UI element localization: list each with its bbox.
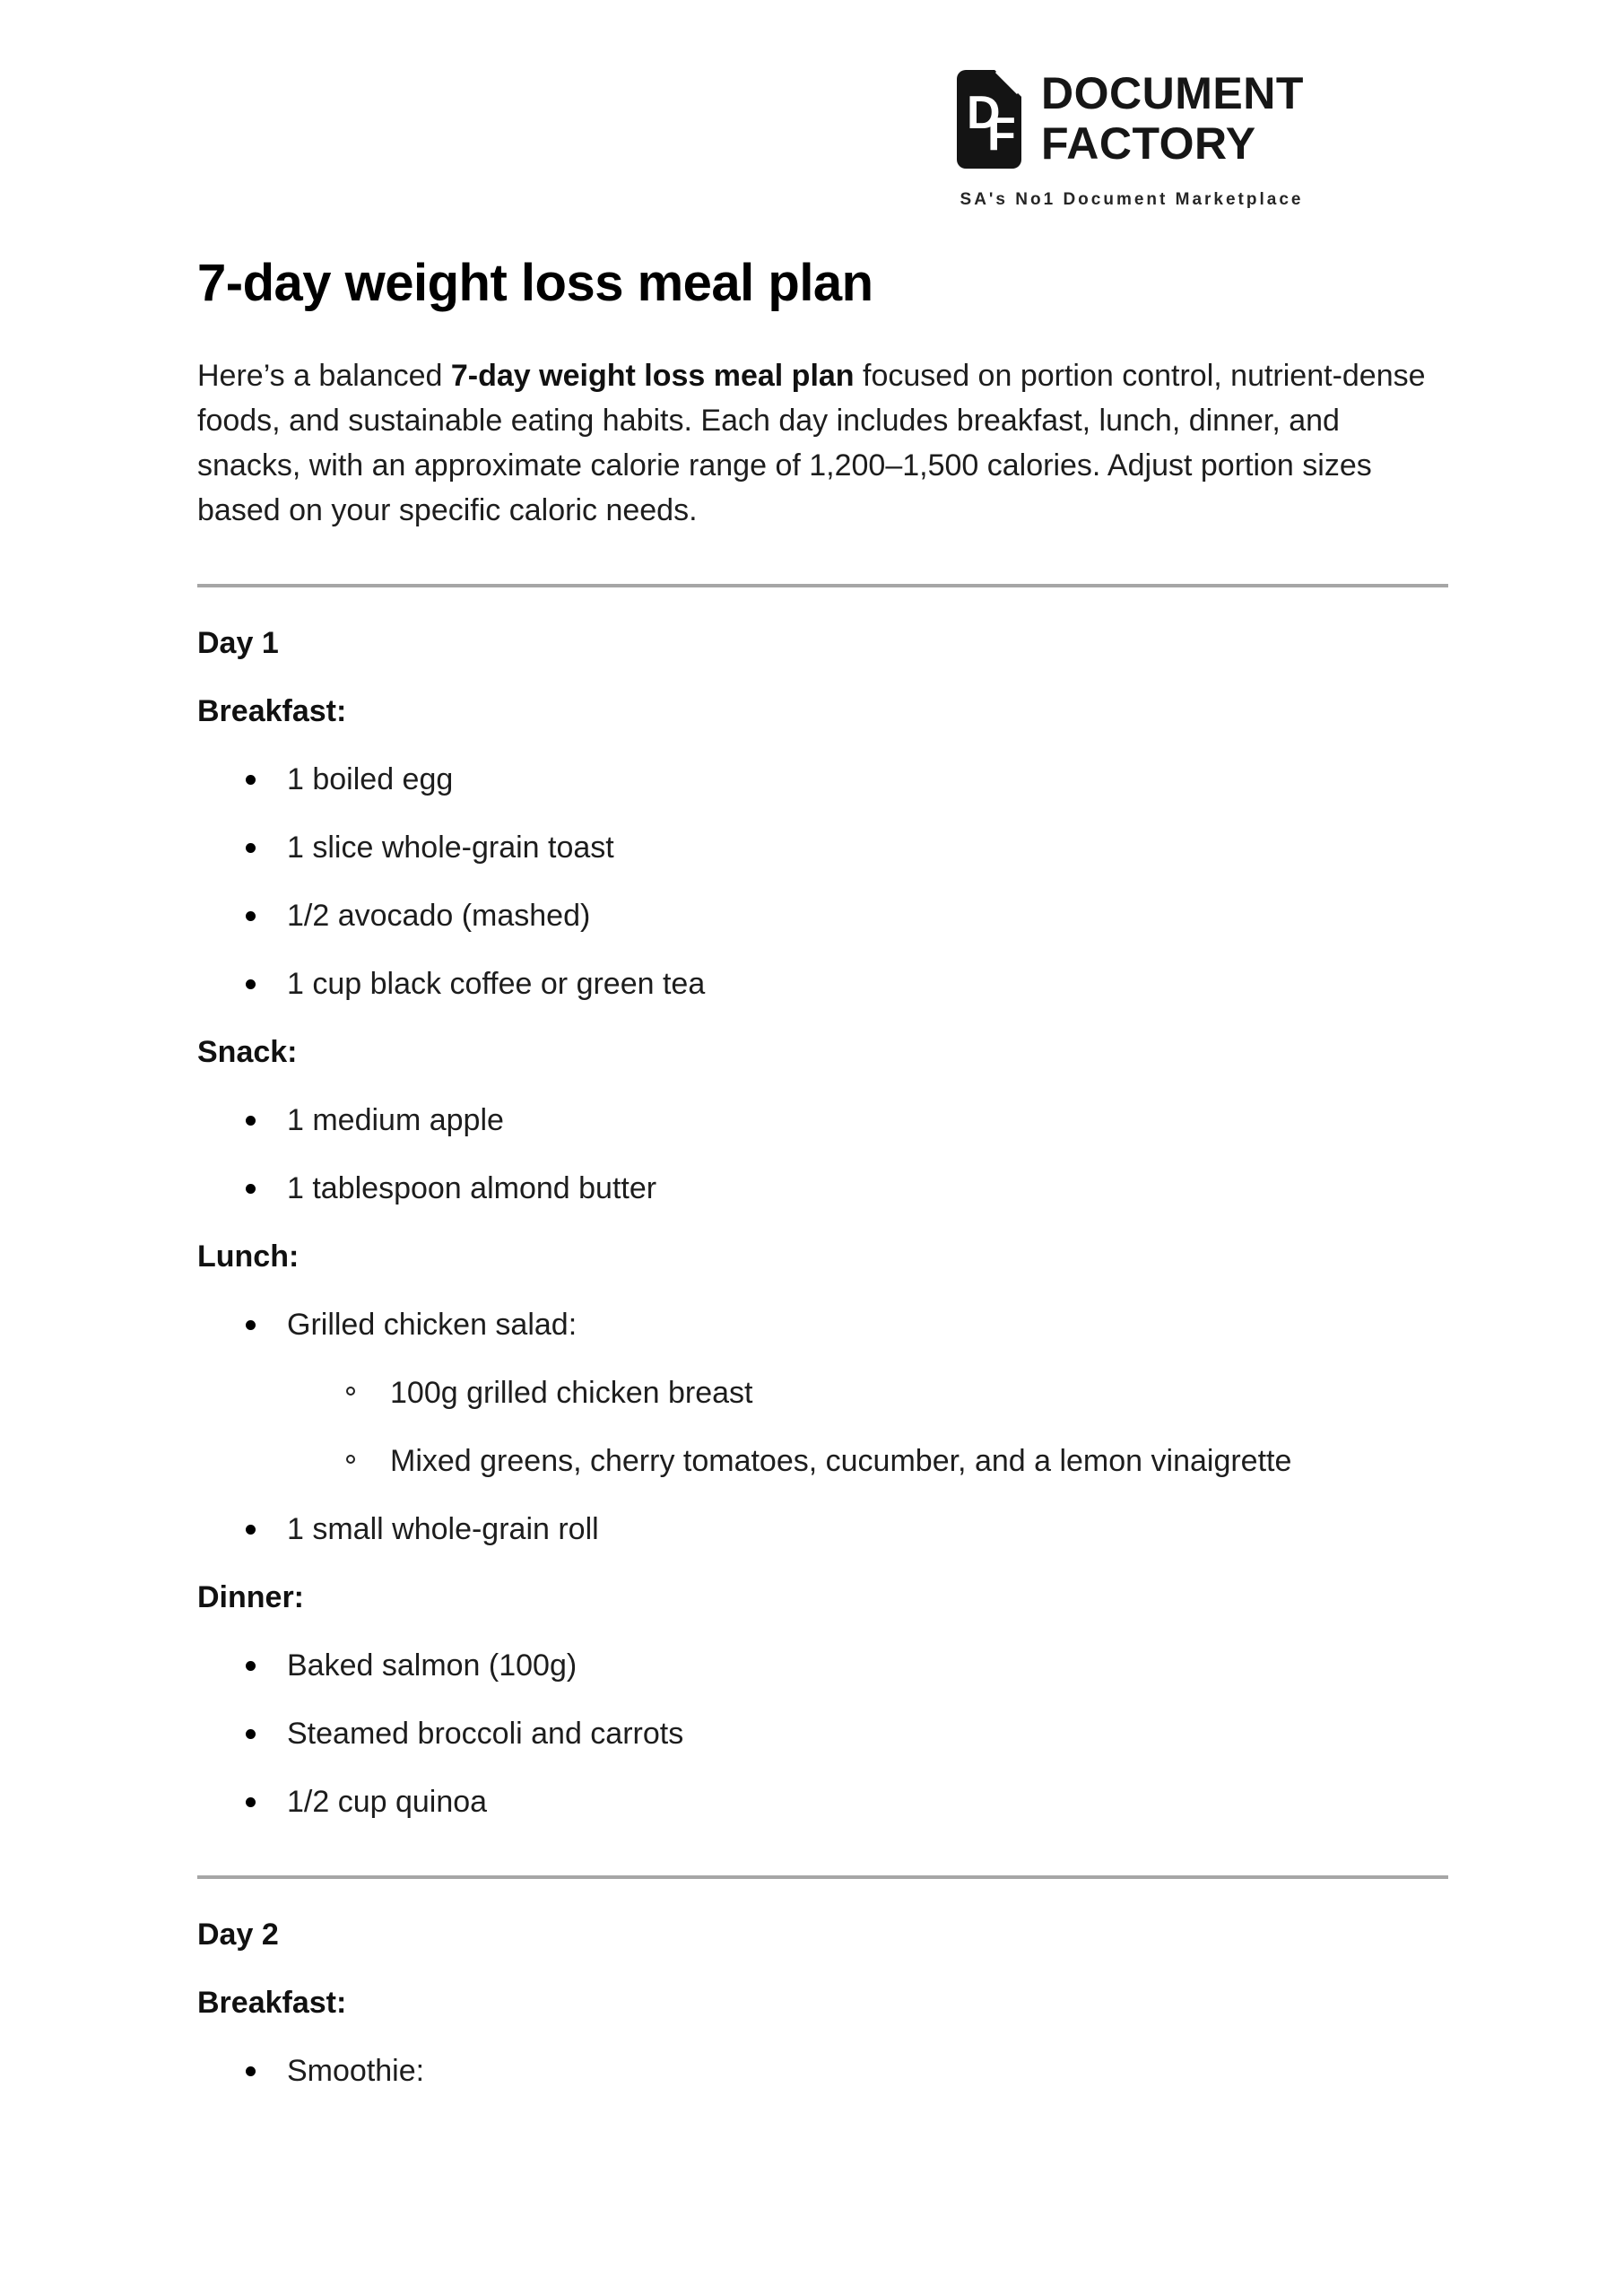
bullet-dot-icon (246, 1320, 256, 1330)
list-item-text: Smoothie: (287, 2054, 425, 2088)
bullet-dot-icon (246, 775, 256, 785)
list-item (197, 1166, 1448, 1211)
meal-heading-dinner: Dinner: (197, 1580, 304, 1614)
list-item (197, 1098, 1448, 1143)
horizontal-rule (197, 1875, 1448, 1879)
sub-list-item (197, 1439, 1448, 1483)
list-item-text: 1 cup black coffee or green tea (287, 967, 706, 1001)
logo-letter-f: F (987, 109, 1016, 161)
sub-list-item-text: 100g grilled chicken breast (390, 1376, 753, 1410)
list-item (197, 1711, 1448, 1756)
horizontal-rule (197, 584, 1448, 587)
list-item-text: 1/2 avocado (mashed) (287, 899, 591, 933)
bullet-dot-icon (246, 911, 256, 921)
list-item-text: 1/2 cup quinoa (287, 1785, 488, 1819)
bullet-dot-icon (246, 1797, 256, 1807)
bullet-dot-icon (246, 1184, 256, 1194)
sub-list-item (197, 1370, 1448, 1415)
logo-wordmark-line2: FACTORY (1041, 118, 1256, 169)
list-item-text: 1 boiled egg (287, 762, 454, 796)
bullet-circle-icon (346, 1387, 355, 1396)
bullet-dot-icon (246, 2066, 256, 2076)
sub-list-item-text: Mixed greens, cherry tomatoes, cucumber, and a lemon vinaigrette (390, 1444, 1292, 1478)
bullet-dot-icon (246, 843, 256, 853)
list-item-text: Grilled chicken salad: (287, 1308, 578, 1342)
list-item (197, 961, 1448, 1006)
list-item-text: 1 small whole-grain roll (287, 1512, 599, 1546)
intro-text-post: focused on portion control, nutrient-dense foods, and sustainable eating habits. Each day includes breakfast, lunch, dinner, and snacks, with an approximate calorie range of 1,200–1,500 calories. Adjust portion sizes based on your specific caloric needs. (197, 359, 1426, 527)
bullet-dot-icon (246, 1661, 256, 1671)
bullet-dot-icon (246, 979, 256, 989)
day-heading: Day 1 (197, 626, 279, 660)
bullet-dot-icon (246, 1525, 256, 1535)
list-item (197, 1507, 1448, 1552)
meal-heading-lunch: Lunch: (197, 1239, 300, 1274)
list-item (197, 757, 1448, 802)
document-content (197, 0, 1448, 2093)
bullet-dot-icon (246, 1729, 256, 1739)
intro-paragraph (197, 353, 1448, 533)
page-title: 7-day weight loss meal plan (197, 254, 873, 312)
list-item-text: 1 medium apple (287, 1103, 504, 1137)
meal-heading-snack: Snack: (197, 1035, 298, 1069)
logo-letter-d: D (967, 87, 1001, 139)
list-item (197, 893, 1448, 938)
bullet-circle-icon (346, 1455, 355, 1464)
intro-text-bold: 7-day weight loss meal plan (450, 359, 855, 393)
logo-tagline: SA's No1 Document Marketplace (960, 190, 1304, 209)
list-item (197, 1643, 1448, 1688)
intro-text-pre: Here’s a balanced (197, 359, 451, 393)
list-item (197, 2048, 1448, 2093)
list-item (197, 825, 1448, 870)
meal-heading-breakfast: Breakfast: (197, 1986, 347, 2020)
logo-wordmark-line1: DOCUMENT (1041, 68, 1304, 118)
list-item-text: Baked salmon (100g) (287, 1648, 578, 1683)
list-item-text: 1 slice whole-grain toast (287, 831, 614, 865)
list-item-text: 1 tablespoon almond butter (287, 1171, 657, 1205)
list-item (197, 1779, 1448, 1824)
meal-heading-breakfast: Breakfast: (197, 694, 347, 728)
bullet-dot-icon (246, 1116, 256, 1126)
list-item (197, 1302, 1448, 1347)
day-heading: Day 2 (197, 1918, 279, 1952)
list-item-text: Steamed broccoli and carrots (287, 1717, 684, 1751)
